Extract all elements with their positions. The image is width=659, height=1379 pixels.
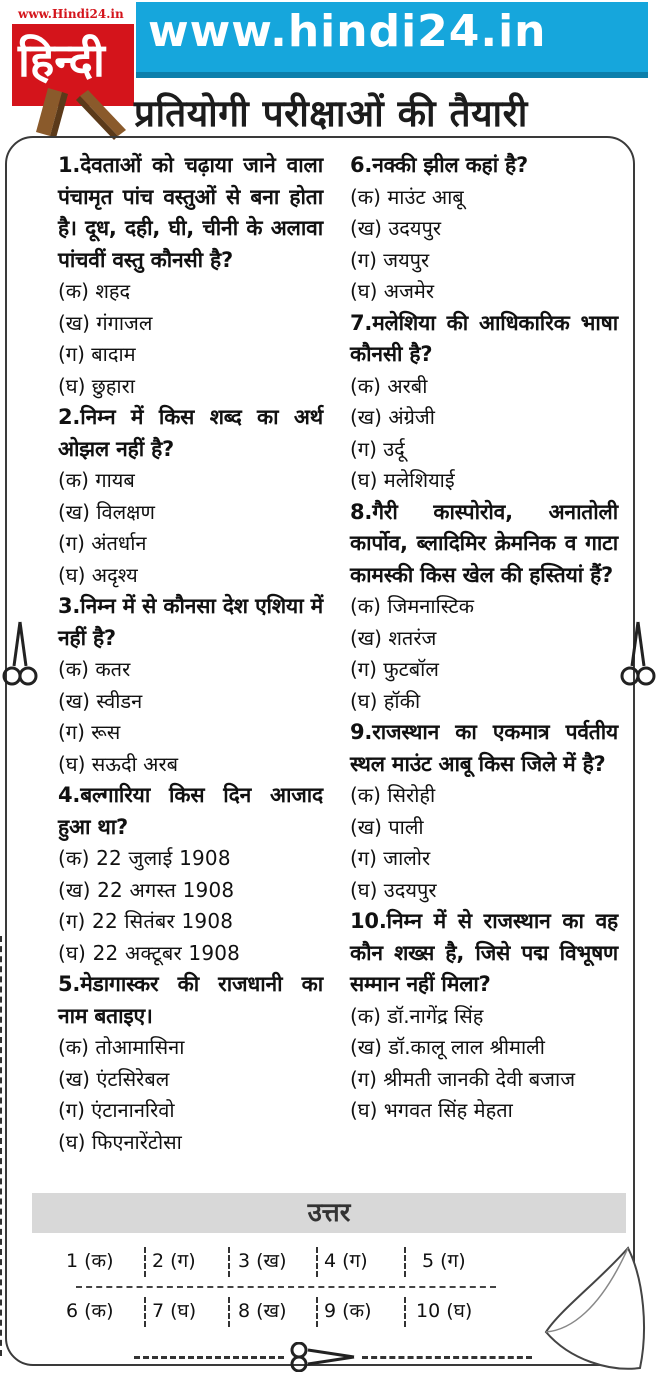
question-9 (350, 717, 618, 906)
question-text: 4.बल्गारिया किस दिन आजाद हुआ था? (58, 783, 323, 839)
option: (ग) श्रीमती जानकी देवी बजाज (350, 1066, 576, 1091)
option: (ग) एंटानानरिवो (58, 1098, 175, 1122)
question-2 (58, 402, 323, 591)
question-3 (58, 591, 323, 780)
option: (क) डॉ.नागेंद्र सिंह (350, 1003, 484, 1028)
option: (क) अरबी (350, 373, 428, 398)
option: (घ) अदृश्य (58, 562, 138, 587)
answer-cell: 5 (ग) (422, 1250, 466, 1272)
question-10 (350, 906, 618, 1127)
answer-separator (228, 1247, 230, 1277)
question-text: 7.मलेशिया की आधिकारिक भाषा कौनसी है? (350, 310, 618, 366)
answer-separator (404, 1297, 406, 1327)
answer-row-2 (60, 1293, 500, 1329)
option: (ग) रूस (58, 720, 121, 744)
answer-cell: 7 (घ) (152, 1300, 197, 1322)
logo-text: हिन्दी (18, 33, 105, 87)
left-cut-line (0, 936, 6, 1356)
answer-cell: 4 (ग) (324, 1250, 368, 1272)
option: (ख) स्वीडन (58, 688, 143, 713)
option: (ख) उदयपुर (350, 216, 442, 240)
option: (ख) अंग्रेजी (350, 405, 435, 429)
answer-separator (404, 1247, 406, 1277)
question-text: 3.निम्न में से कौनसा देश एशिया में नहीं है? (58, 594, 323, 650)
option: (ख) 22 अगस्त 1908 (58, 877, 235, 902)
scissors-icon (0, 620, 40, 690)
answer-divider (76, 1286, 496, 1288)
answer-cell: 3 (ख) (238, 1250, 287, 1272)
questions-left-column (58, 150, 323, 1158)
option: (ग) जयपुर (350, 247, 430, 272)
bottom-cut-line (134, 1356, 284, 1359)
question-7 (350, 308, 618, 497)
option: (ग) फुटबॉल (350, 657, 439, 681)
option: (क) गायब (58, 468, 135, 492)
question-text: 5.मेडागास्कर की राजधानी का नाम बताइए। (58, 972, 323, 1028)
option: (घ) भगवत सिंह मेहता (350, 1098, 513, 1122)
option: (ग) 22 सितंबर 1908 (58, 909, 234, 933)
logo-url: www.Hindi24.in (18, 7, 124, 21)
option: (घ) फिएनारेंटोसा (58, 1129, 182, 1154)
pencil-icon (28, 80, 138, 140)
option: (ग) बादाम (58, 342, 136, 366)
option: (ख) शतरंज (350, 625, 437, 650)
option: (क) तोआमासिना (58, 1035, 185, 1059)
answer-separator (144, 1297, 146, 1327)
option: (क) जिमनास्टिक (350, 594, 474, 618)
option: (घ) 22 अक्टूबर 1908 (58, 940, 241, 965)
option: (क) शहद (58, 279, 131, 303)
answer-cell: 8 (ख) (238, 1300, 287, 1322)
bottom-cut-line (362, 1356, 532, 1359)
answer-separator (144, 1247, 146, 1277)
option: (क) कतर (58, 657, 131, 681)
page-curl-decoration (540, 1240, 659, 1379)
answer-cell: 2 (ग) (152, 1250, 196, 1272)
option: (क) माउंट आबू (350, 184, 464, 209)
answer-cell: 10 (घ) (416, 1300, 473, 1322)
answer-cell: 9 (क) (324, 1300, 372, 1322)
option: (ख) डॉ.कालू लाल श्रीमाली (350, 1035, 545, 1059)
page-subtitle: प्रतियोगी परीक्षाओं की तैयारी (134, 92, 528, 135)
site-url[interactable]: www.hindi24.in (148, 6, 547, 57)
option: (घ) हॉकी (350, 688, 421, 713)
header (0, 0, 659, 88)
option: (घ) मलेशियाई (350, 468, 455, 492)
question-4 (58, 780, 323, 969)
option: (ख) विलक्षण (58, 499, 155, 524)
option: (ख) एंटसिरेबल (58, 1066, 170, 1091)
question-text: 1.देवताओं को चढ़ाया जाने वाला पंचामृत पांच वस्तुओं से बना होता है। दूध, दही, घी, चीनी के अलावा पांचवीं वस्तु कौनसी है? (58, 153, 323, 272)
question-5 (58, 969, 323, 1158)
answer-header (32, 1193, 626, 1233)
option: (ख) गंगाजल (58, 310, 153, 335)
option: (घ) अजमेर (350, 279, 435, 303)
option: (घ) छुहारा (58, 373, 135, 398)
answer-row-1 (60, 1243, 500, 1279)
option: (ग) उर्दू (350, 436, 405, 461)
scissors-icon (288, 1342, 358, 1372)
question-1 (58, 150, 323, 402)
question-6 (350, 150, 618, 308)
question-8 (350, 497, 618, 718)
option: (घ) सऊदी अरब (58, 751, 179, 776)
header-band-shadow (128, 72, 648, 78)
question-text: 8.गैरी कास्पोरोव, अनातोली कार्पोव, ब्लादिमिर क्रेमनिक व गाटा कामस्की किस खेल की हस्तियां हैं? (350, 499, 618, 587)
questions-right-column (350, 150, 618, 1127)
answer-separator (316, 1297, 318, 1327)
answer-cell: 1 (क) (66, 1250, 114, 1272)
option: (ख) पाली (350, 814, 424, 839)
question-text: 10.निम्न में से राजस्थान का वह कौन शख्स है, जिसे पद्म विभूषण सम्मान नहीं मिला? (350, 909, 618, 996)
scissors-icon (618, 620, 658, 690)
question-text: 9.राजस्थान का एकमात्र पर्वतीय स्थल माउंट आबू किस जिले में है? (350, 720, 618, 776)
option: (ग) अंतर्धान (58, 531, 147, 555)
answer-title: उत्तर (307, 1198, 351, 1228)
option: (ग) जालोर (350, 846, 431, 870)
option: (क) 22 जुलाई 1908 (58, 846, 231, 870)
option: (क) सिरोही (350, 783, 436, 807)
answer-separator (316, 1247, 318, 1277)
answer-cell: 6 (क) (66, 1300, 114, 1322)
question-text: 6.नक्की झील कहां है? (350, 153, 528, 177)
question-text: 2.निम्न में किस शब्द का अर्थ ओझल नहीं है? (58, 405, 323, 461)
option: (घ) उदयपुर (350, 877, 437, 902)
answer-separator (228, 1297, 230, 1327)
